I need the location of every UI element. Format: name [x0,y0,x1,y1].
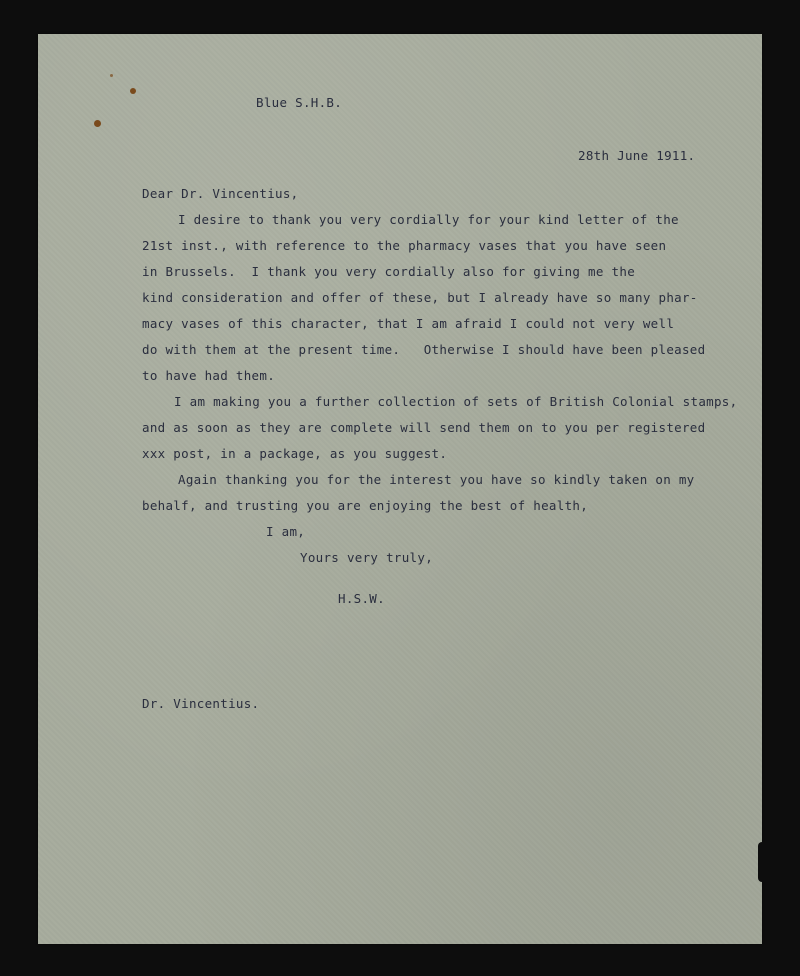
letter-sheet [38,34,762,944]
stain-spot [94,120,101,127]
body-line: behalf, and trusting you are enjoying the best of health, [142,498,589,513]
body-line: and as soon as they are complete will send them on to you per registered [142,420,706,435]
closing: I am, [266,524,306,539]
paper-tear [758,842,766,882]
salutation: Dear Dr. Vincentius, [142,186,299,201]
body-line: I am making you a further collection of sets of British Colonial stamps, [174,394,738,409]
addressee: Dr. Vincentius. [142,696,260,711]
body-line: in Brussels. I thank you very cordially also for giving me the [142,264,636,279]
body-line: macy vases of this character, that I am afraid I could not very well [142,316,675,331]
body-line: xxx post, in a package, as you suggest. [142,446,448,461]
file-reference: Blue S.H.B. [256,95,343,110]
letter-date: 28th June 1911. [578,148,696,163]
body-line: Again thanking you for the interest you have so kindly taken on my [178,472,695,487]
body-line: 21st inst., with reference to the pharmacy vases that you have seen [142,238,667,253]
body-line: I desire to thank you very cordially for your kind letter of the [178,212,679,227]
stain-spot [110,74,113,77]
body-line: to have had them. [142,368,276,383]
complimentary-close: Yours very truly, [300,550,434,565]
body-line: do with them at the present time. Otherwise I should have been pleased [142,342,706,357]
signature-initials: H.S.W. [338,591,385,606]
body-line: kind consideration and offer of these, but I already have so many phar- [142,290,698,305]
stain-spot [130,88,136,94]
